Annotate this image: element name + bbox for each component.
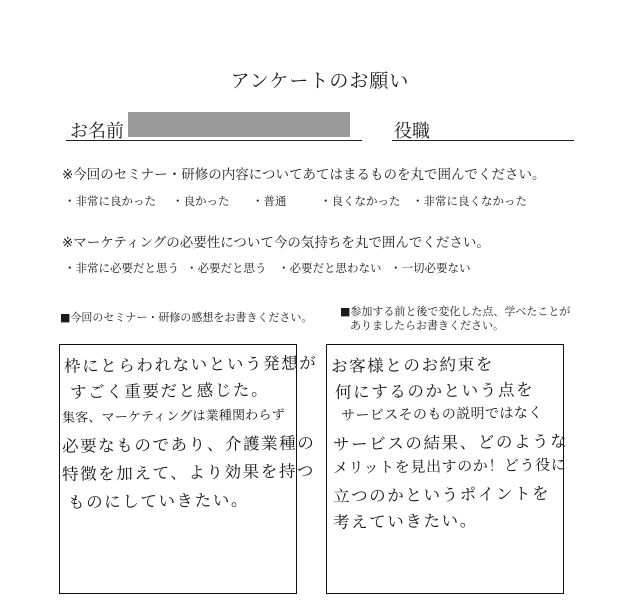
- q1-option: ・非常に良くなかった: [412, 194, 527, 208]
- impressions-line: 集客、マーケティングは業種関わらず: [61, 407, 285, 426]
- changes-heading-line2: ありましたらお書きください。: [350, 319, 504, 332]
- q2-option: ・必要だと思う: [186, 261, 267, 275]
- q1-prompt: ※今回のセミナー・研修の内容についてあてはまるものを丸で囲んでください。: [62, 167, 546, 183]
- impressions-line: ものにしていきたい。: [67, 490, 250, 512]
- changes-line: サービスそのもの説明ではなく: [340, 405, 543, 424]
- name-underline: [66, 140, 362, 141]
- impressions-line: すごく重要だと感じた。: [69, 380, 270, 402]
- changes-heading: [340, 305, 570, 333]
- changes-line: サービスの結果、どのような: [332, 431, 569, 454]
- impressions-line: 特徴を加えて、より効果を持つ: [61, 461, 316, 484]
- q2-prompt: ※マーケティングの必要性について今の気持ちを丸で囲んでください。: [62, 235, 490, 251]
- form-title: アンケートのお願い: [230, 70, 410, 92]
- changes-box: [326, 344, 569, 594]
- q1-option: ・良かった: [172, 194, 230, 208]
- name-label: お名前: [70, 121, 124, 142]
- changes-line: メリットを見出すのか！どう役に: [332, 455, 567, 477]
- q2-options: [64, 260, 471, 276]
- q2-option: ・非常に必要だと思う: [64, 261, 179, 275]
- impressions-line: 必要なものであり、介護業種の: [61, 433, 316, 456]
- impressions-box: [59, 344, 318, 594]
- name-redaction: [128, 112, 350, 137]
- changes-line: お客様とのお約束を: [330, 354, 495, 376]
- changes-line: 考えていきたい。: [332, 510, 478, 532]
- role-underline: [392, 140, 574, 141]
- q1-option: ・非常に良かった: [64, 194, 156, 208]
- q2-option: ・必要だと思わない: [278, 261, 382, 275]
- q2-option: ・一切必要ない: [390, 261, 471, 275]
- changes-heading-line1: ■参加する前と後で変化した点、学べたことが: [340, 305, 571, 318]
- q1-options: [64, 193, 527, 209]
- changes-line: 何にするのかという点を: [334, 380, 535, 402]
- changes-line: 立つのかというポイントを: [332, 483, 551, 506]
- impressions-line: 枠にとらわれないという発想が: [63, 353, 318, 376]
- q1-option: ・良くなかった: [320, 194, 401, 208]
- impressions-heading: ■今回のセミナー・研修の感想をお書きください。: [60, 311, 313, 324]
- q1-option: ・普通: [252, 194, 287, 208]
- role-label: 役職: [394, 121, 430, 142]
